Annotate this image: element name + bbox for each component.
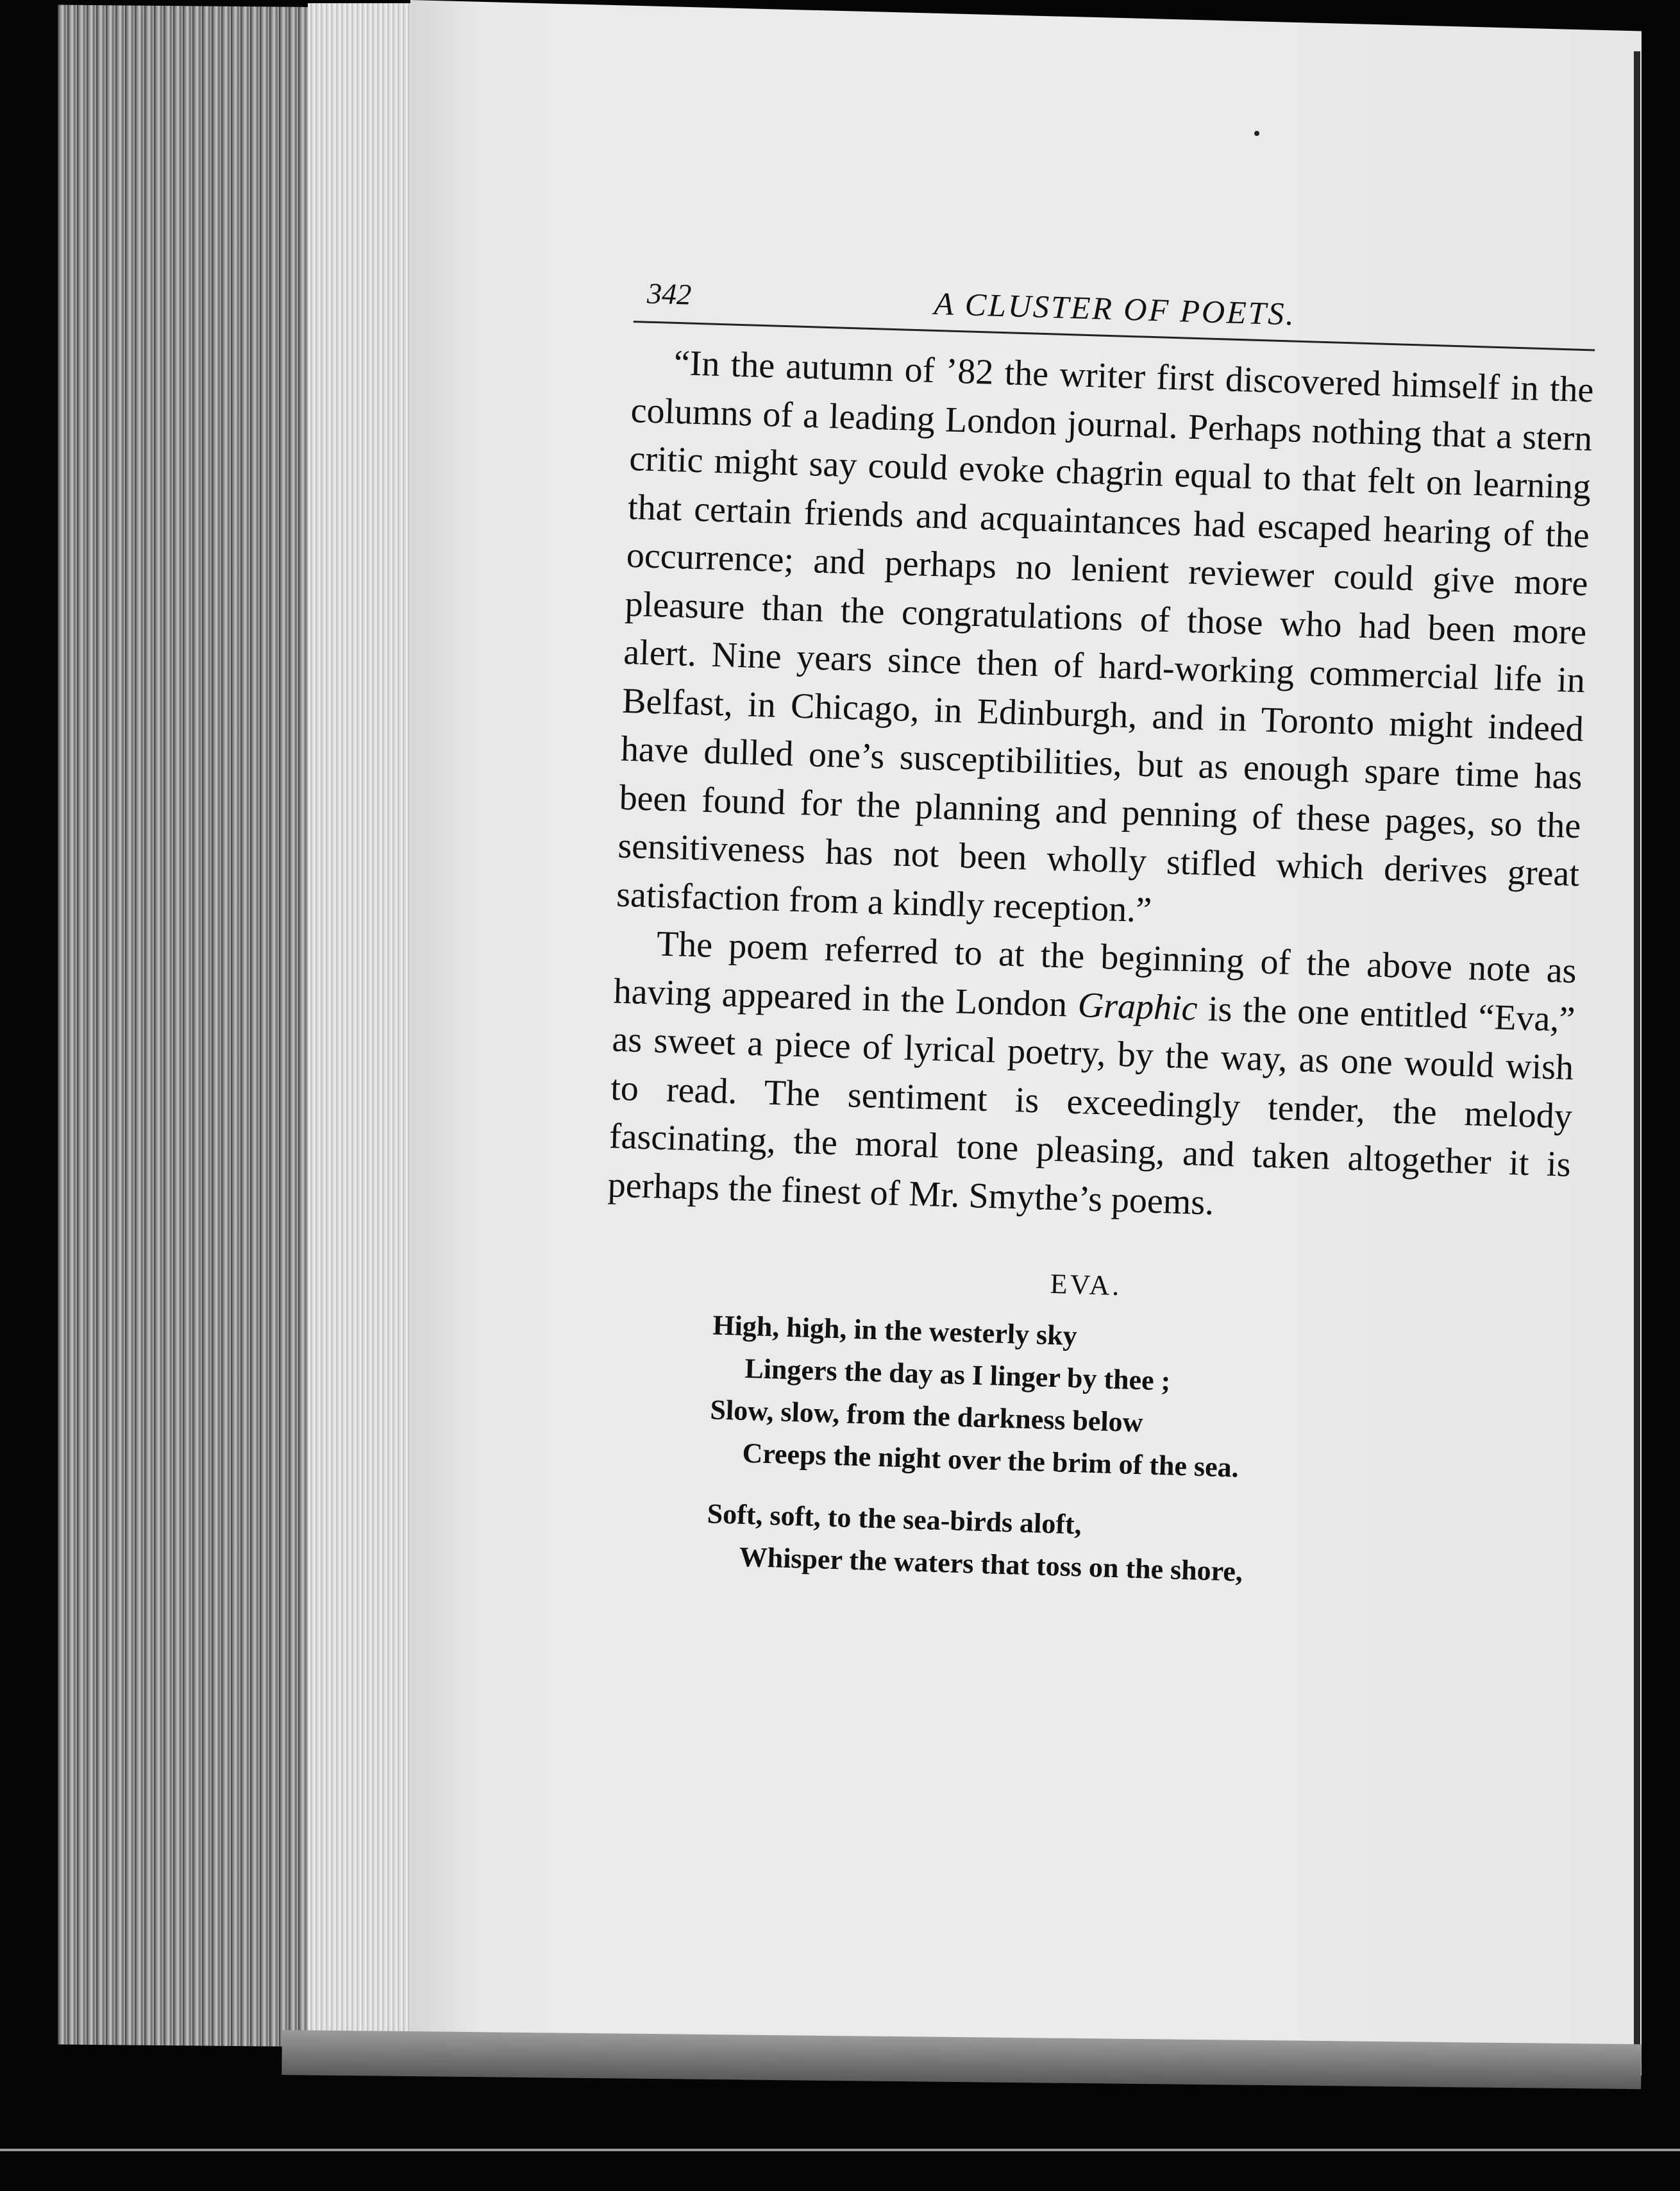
poem-stanza-2 [705,1493,1560,1602]
poem-line: Slow, slow, from the darkness below [709,1394,1144,1439]
scan-bottom-line [0,2149,1680,2151]
ink-speck [1254,131,1259,136]
poem-title: EVA. [1050,1267,1123,1302]
commentary-paragraph [607,919,1577,1238]
commentary-text-before: The poem referred to at the beginning of the above note as having appeared in the London [612,924,1577,1024]
commentary-text-after: is the one entitled “Eva,” as sweet a piece of lyrical poetry, by the way, as one would wish to read. The sentiment is exceedingly tender, the melody fascinating, the moral tone pleasing, and taken altogether it is perhaps the finest of Mr. Smythe’s poems. [607,988,1576,1222]
poem-line: Whisper the waters that toss on the shore, [739,1541,1243,1588]
publication-title: Graphic [1077,985,1198,1029]
page-content [596,276,1596,1622]
poem-stanza-1 [709,1304,1566,1498]
running-title: A CLUSTER OF POETS. [933,285,1297,332]
poem-line: Creeps the night over the brim of the sea. [741,1437,1239,1484]
poem-line: Lingers the day as I linger by thee ; [744,1352,1172,1397]
page-number: 342 [646,276,692,311]
quoted-paragraph: “In the autumn of ’82 the writer first discovered himself in the columns of a leading London journal. Perhaps nothing that a stern critic might say could evoke chagrin equal to that felt on learning that certain friends and acquaintances had escaped hearing of the occurrence; and perhaps no lenient reviewer could give more pleasure than the congratulations of those who had been more alert. Nine years since then of hard-working commercial life in Belfast, in Chicago, in Edinburgh, and in Toronto might indeed have dulled one’s susceptibilities, but as enough spare time has been found for the planning and penning of these pages, so the sensitiveness has not been wholly stifled which derives great satisfaction from a kindly reception.” [616,343,1595,930]
poem-line: Soft, soft, to the sea-birds aloft, [707,1498,1082,1541]
page-right-edge [1634,51,1640,2078]
poem-line: High, high, in the westerly sky [712,1309,1078,1352]
